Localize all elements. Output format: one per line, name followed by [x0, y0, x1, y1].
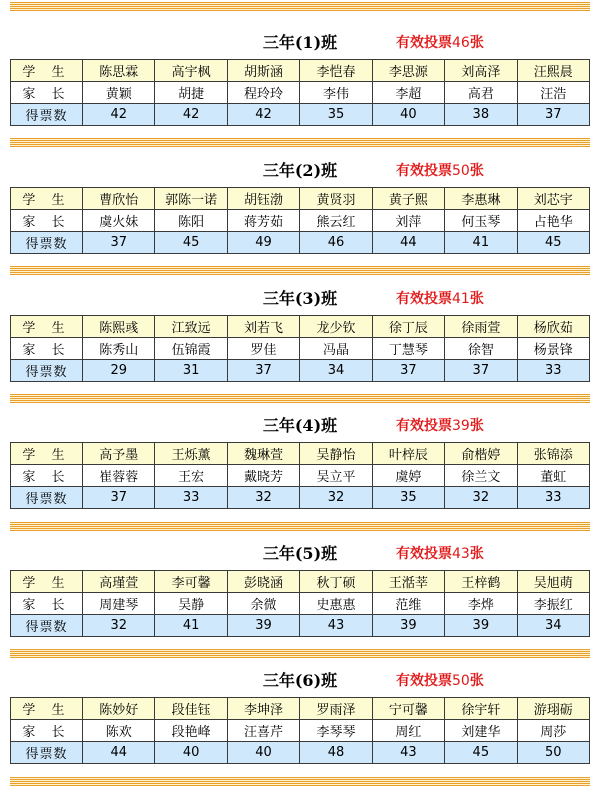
vote-count: 32: [445, 487, 517, 509]
student-name: 秋丁硕: [300, 571, 372, 593]
vote-count: 37: [445, 360, 517, 382]
student-row: [11, 60, 590, 82]
parent-name: 黄颖: [83, 82, 155, 104]
row-label: 家 长: [11, 720, 83, 742]
valid-votes: [396, 414, 484, 438]
row-label: 得票数: [11, 487, 83, 509]
row-label: 家 长: [11, 593, 83, 615]
vote-count: 35: [300, 104, 372, 126]
row-label: 家 长: [11, 82, 83, 104]
student-row: [11, 571, 590, 593]
vote-count: 33: [517, 360, 589, 382]
vote-count: 37: [227, 360, 299, 382]
student-row: [11, 443, 590, 465]
vote-count: 34: [517, 615, 589, 637]
student-row: [11, 188, 590, 210]
valid-votes: [396, 669, 484, 693]
class-section-3: [10, 287, 590, 380]
student-name: 黄贤羽: [300, 188, 372, 210]
valid-votes-count: 50: [452, 673, 470, 689]
valid-votes-label: 有效投票: [396, 673, 452, 689]
row-label: 得票数: [11, 742, 83, 764]
parent-row: [11, 720, 590, 742]
valid-votes-label: 有效投票: [396, 35, 452, 51]
parent-name: 刘建华: [445, 720, 517, 742]
parent-name: 杨景锋: [517, 338, 589, 360]
student-name: 胡斯涵: [227, 60, 299, 82]
row-label: 得票数: [11, 232, 83, 254]
parent-name: 李琴琴: [300, 720, 372, 742]
vote-count: 31: [155, 360, 227, 382]
parent-name: 汪浩: [517, 82, 589, 104]
valid-votes-unit: 张: [469, 291, 484, 307]
row-label: 家 长: [11, 338, 83, 360]
vote-count: 42: [83, 104, 155, 126]
parent-name: 高君: [445, 82, 517, 104]
vote-count: 34: [300, 360, 372, 382]
student-name: 徐宇轩: [445, 698, 517, 720]
class-section-4: [10, 414, 590, 507]
student-name: 段佳钰: [155, 698, 227, 720]
parent-name: 胡捷: [155, 82, 227, 104]
vote-count: 37: [83, 232, 155, 254]
student-name: 胡钰渤: [227, 188, 299, 210]
student-name: 龙少钦: [300, 316, 372, 338]
parent-row: [11, 210, 590, 232]
student-name: 高瑾萱: [83, 571, 155, 593]
class-title: 三年(4)班: [262, 416, 338, 435]
student-name: 吴静怡: [300, 443, 372, 465]
student-name: 刘若飞: [227, 316, 299, 338]
student-name: 陈妙好: [83, 698, 155, 720]
parent-name: 吴立平: [300, 465, 372, 487]
student-name: 张锦添: [517, 443, 589, 465]
vote-table: [10, 59, 590, 126]
vote-table: [10, 442, 590, 509]
student-name: 李思源: [372, 60, 444, 82]
parent-name: 史惠惠: [300, 593, 372, 615]
vote-count: 29: [83, 360, 155, 382]
student-name: 徐雨萱: [445, 316, 517, 338]
valid-votes-label: 有效投票: [396, 163, 452, 179]
row-label: 得票数: [11, 615, 83, 637]
parent-name: 冯晶: [300, 338, 372, 360]
parent-name: 刘萍: [372, 210, 444, 232]
student-row: [11, 316, 590, 338]
valid-votes-unit: 张: [469, 546, 484, 562]
vote-count: 48: [300, 742, 372, 764]
valid-votes-count: 43: [452, 546, 470, 562]
valid-votes-label: 有效投票: [396, 418, 452, 434]
parent-name: 李超: [372, 82, 444, 104]
student-name: 王湉莘: [372, 571, 444, 593]
student-name: 宁可馨: [372, 698, 444, 720]
vote-count: 39: [227, 615, 299, 637]
divider-top: [10, 2, 590, 11]
vote-count: 43: [300, 615, 372, 637]
valid-votes-count: 46: [452, 35, 470, 51]
class-section-1: [10, 31, 590, 124]
valid-votes: [396, 542, 484, 566]
class-heading: [10, 159, 590, 183]
vote-table: [10, 187, 590, 254]
vote-count: 39: [445, 615, 517, 637]
class-title: 三年(3)班: [262, 289, 338, 308]
student-name: 曹欣怡: [83, 188, 155, 210]
student-name: 王烁薰: [155, 443, 227, 465]
vote-count: 32: [83, 615, 155, 637]
parent-name: 徐兰文: [445, 465, 517, 487]
parent-name: 周建琴: [83, 593, 155, 615]
row-label: 学 生: [11, 571, 83, 593]
student-name: 李恺春: [300, 60, 372, 82]
student-name: 刘芯宇: [517, 188, 589, 210]
parent-row: [11, 593, 590, 615]
parent-name: 吴静: [155, 593, 227, 615]
parent-name: 程玲玲: [227, 82, 299, 104]
parent-name: 陈欢: [83, 720, 155, 742]
vote-count: 37: [83, 487, 155, 509]
parent-name: 蒋芳茹: [227, 210, 299, 232]
valid-votes-count: 50: [452, 163, 470, 179]
parent-name: 丁慧琴: [372, 338, 444, 360]
student-name: 汪熙晨: [517, 60, 589, 82]
parent-name: 戴晓芳: [227, 465, 299, 487]
student-name: 叶梓辰: [372, 443, 444, 465]
student-name: 彭晓涵: [227, 571, 299, 593]
parent-name: 余微: [227, 593, 299, 615]
vote-count: 45: [155, 232, 227, 254]
valid-votes-count: 39: [452, 418, 470, 434]
class-heading: [10, 414, 590, 438]
parent-row: [11, 82, 590, 104]
row-label: 家 长: [11, 465, 83, 487]
vote-count: 38: [445, 104, 517, 126]
vote-count: 40: [372, 104, 444, 126]
student-name: 游珝砺: [517, 698, 589, 720]
class-heading: [10, 31, 590, 55]
vote-count: 37: [517, 104, 589, 126]
student-row: [11, 698, 590, 720]
vote-count: 42: [155, 104, 227, 126]
parent-row: [11, 338, 590, 360]
student-name: 江致远: [155, 316, 227, 338]
class-section-5: [10, 542, 590, 635]
vote-count: 44: [83, 742, 155, 764]
vote-table: [10, 315, 590, 382]
row-label: 学 生: [11, 60, 83, 82]
student-name: 杨欣茹: [517, 316, 589, 338]
vote-table: [10, 570, 590, 637]
student-name: 王梓鹤: [445, 571, 517, 593]
divider-bottom: [10, 777, 590, 786]
parent-name: 虞火妹: [83, 210, 155, 232]
student-name: 李坤泽: [227, 698, 299, 720]
class-title: 三年(6)班: [262, 671, 338, 690]
vote-table: [10, 697, 590, 764]
student-name: 吴旭萌: [517, 571, 589, 593]
student-name: 徐丁辰: [372, 316, 444, 338]
class-heading: [10, 287, 590, 311]
vote-count: 42: [227, 104, 299, 126]
vote-count: 45: [517, 232, 589, 254]
student-name: 刘高泽: [445, 60, 517, 82]
student-name: 郭陈一诺: [155, 188, 227, 210]
student-name: 俞楷婷: [445, 443, 517, 465]
student-name: 李可馨: [155, 571, 227, 593]
class-title: 三年(5)班: [262, 544, 338, 563]
row-label: 学 生: [11, 188, 83, 210]
valid-votes-label: 有效投票: [396, 546, 452, 562]
vote-count: 43: [372, 742, 444, 764]
divider: [10, 394, 590, 403]
parent-name: 伍锦霞: [155, 338, 227, 360]
parent-name: 徐智: [445, 338, 517, 360]
votes-row: [11, 487, 590, 509]
parent-name: 崔蓉蓉: [83, 465, 155, 487]
parent-name: 李烨: [445, 593, 517, 615]
valid-votes: [396, 31, 484, 55]
vote-count: 33: [155, 487, 227, 509]
valid-votes-unit: 张: [469, 673, 484, 689]
valid-votes-label: 有效投票: [396, 291, 452, 307]
row-label: 家 长: [11, 210, 83, 232]
vote-count: 50: [517, 742, 589, 764]
vote-count: 44: [372, 232, 444, 254]
vote-count: 33: [517, 487, 589, 509]
student-name: 陈思霖: [83, 60, 155, 82]
divider: [10, 138, 590, 147]
student-name: 黄子熙: [372, 188, 444, 210]
class-title: 三年(1)班: [262, 33, 338, 52]
vote-count: 32: [300, 487, 372, 509]
valid-votes-unit: 张: [469, 163, 484, 179]
valid-votes-unit: 张: [469, 418, 484, 434]
vote-count: 37: [372, 360, 444, 382]
divider: [10, 266, 590, 275]
parent-name: 汪喜芹: [227, 720, 299, 742]
row-label: 学 生: [11, 316, 83, 338]
row-label: 学 生: [11, 443, 83, 465]
student-name: 魏琳萱: [227, 443, 299, 465]
vote-count: 39: [372, 615, 444, 637]
valid-votes-count: 41: [452, 291, 470, 307]
parent-name: 陈阳: [155, 210, 227, 232]
votes-row: [11, 360, 590, 382]
parent-name: 罗佳: [227, 338, 299, 360]
class-heading: [10, 542, 590, 566]
student-name: 高予墨: [83, 443, 155, 465]
valid-votes: [396, 159, 484, 183]
divider: [10, 522, 590, 531]
votes-row: [11, 104, 590, 126]
parent-name: 董虹: [517, 465, 589, 487]
vote-count: 40: [227, 742, 299, 764]
vote-count: 40: [155, 742, 227, 764]
parent-name: 周莎: [517, 720, 589, 742]
row-label: 学 生: [11, 698, 83, 720]
student-name: 陈熙彧: [83, 316, 155, 338]
vote-count: 41: [155, 615, 227, 637]
parent-name: 何玉琴: [445, 210, 517, 232]
parent-name: 陈秀山: [83, 338, 155, 360]
votes-row: [11, 742, 590, 764]
class-section-2: [10, 159, 590, 252]
parent-row: [11, 465, 590, 487]
votes-row: [11, 615, 590, 637]
valid-votes-unit: 张: [469, 35, 484, 51]
vote-count: 35: [372, 487, 444, 509]
parent-name: 周红: [372, 720, 444, 742]
vote-count: 45: [445, 742, 517, 764]
parent-name: 占艳华: [517, 210, 589, 232]
parent-name: 王宏: [155, 465, 227, 487]
student-name: 罗雨泽: [300, 698, 372, 720]
parent-name: 虞婷: [372, 465, 444, 487]
parent-name: 李伟: [300, 82, 372, 104]
vote-count: 32: [227, 487, 299, 509]
class-title: 三年(2)班: [262, 161, 338, 180]
vote-count: 49: [227, 232, 299, 254]
parent-name: 李振红: [517, 593, 589, 615]
vote-count: 41: [445, 232, 517, 254]
parent-name: 范维: [372, 593, 444, 615]
vote-count: 46: [300, 232, 372, 254]
class-section-6: [10, 669, 590, 762]
parent-name: 熊云红: [300, 210, 372, 232]
student-name: 李惠琳: [445, 188, 517, 210]
votes-row: [11, 232, 590, 254]
student-name: 高宇枫: [155, 60, 227, 82]
row-label: 得票数: [11, 360, 83, 382]
divider: [10, 649, 590, 658]
class-heading: [10, 669, 590, 693]
valid-votes: [396, 287, 484, 311]
row-label: 得票数: [11, 104, 83, 126]
parent-name: 段艳峰: [155, 720, 227, 742]
